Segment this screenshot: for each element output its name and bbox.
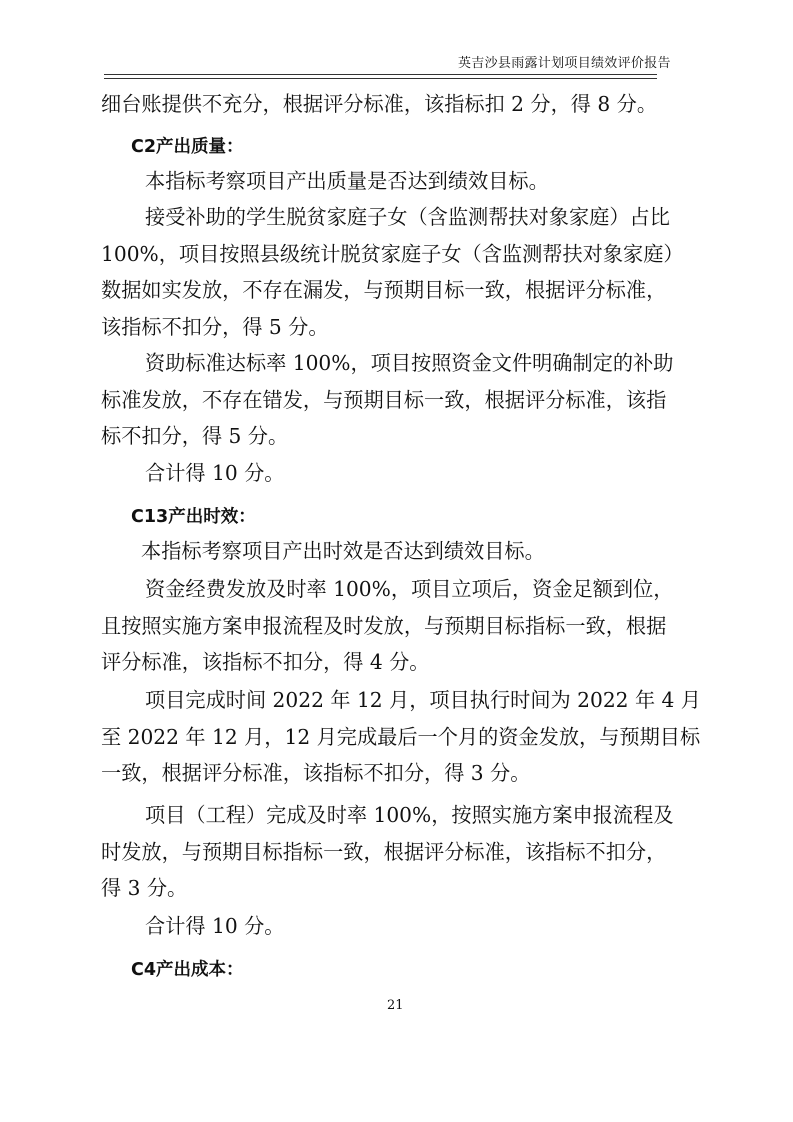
text-line: 时发放，与预期目标指标一致，根据评分标准，该指标不扣分， bbox=[101, 839, 667, 864]
header-rule-top bbox=[104, 74, 657, 75]
paragraph-c13-total bbox=[101, 908, 707, 945]
paragraph-c13-timeliness bbox=[101, 571, 707, 681]
text-line: 且按照实施方案申报流程及时发放，与预期目标指标一致，根据 bbox=[101, 613, 667, 638]
text-line: 本指标考察项目产出质量是否达到绩效目标。 bbox=[145, 169, 549, 193]
paragraph-continued bbox=[101, 86, 707, 123]
header-rule-bottom bbox=[104, 78, 657, 79]
text-line: 数据如实发放，不存在漏发，与预期目标一致，根据评分标准， bbox=[101, 278, 667, 302]
text-line: 标准发放，不存在错发，与预期目标一致，根据评分标准，该指 bbox=[101, 387, 667, 412]
document-header-title: 英吉沙县雨露计划项目绩效评价报告 bbox=[458, 56, 671, 71]
text-line: 合计得 10 分。 bbox=[145, 461, 285, 485]
text-line: 合计得 10 分。 bbox=[145, 914, 285, 938]
text-line: 资金经费发放及时率 100%，项目立项后，资金足额到位， bbox=[145, 577, 674, 601]
text-line: 接受补助的学生脱贫家庭子女（含监测帮扶对象家庭）占比 bbox=[145, 205, 670, 229]
paragraph-c13-project bbox=[101, 797, 707, 907]
text-line: 项目（工程）完成及时率 100%，按照实施方案申报流程及 bbox=[145, 803, 674, 827]
text-line: 评分标准，该指标不扣分，得 4 分。 bbox=[101, 650, 430, 674]
text-line: 细台账提供不充分，根据评分标准，该指标扣 2 分，得 8 分。 bbox=[101, 92, 658, 116]
paragraph-c2-total bbox=[101, 455, 707, 492]
text-line: 该指标不扣分，得 5 分。 bbox=[101, 314, 329, 339]
text-line: 至 2022 年 12 月，12 月完成最后一个月的资金发放，与预期目标 bbox=[101, 724, 701, 749]
text-line: 资助标准达标率 100%，项目按照资金文件明确制定的补助 bbox=[145, 351, 674, 375]
section-heading-c2: C2产出质量： bbox=[131, 137, 244, 157]
paragraph-c13-completion bbox=[101, 682, 707, 792]
section-heading-c13: C13产出时效： bbox=[131, 507, 256, 527]
paragraph-c2-intro bbox=[101, 163, 707, 200]
paragraph-c13-intro bbox=[101, 533, 707, 570]
paragraph-c2-standard bbox=[101, 345, 707, 455]
text-line: 本指标考察项目产出时效是否达到绩效目标。 bbox=[141, 539, 545, 563]
text-line: 项目完成时间 2022 年 12 月，项目执行时间为 2022 年 4 月 bbox=[145, 688, 701, 712]
section-heading-c4: C4产出成本： bbox=[131, 960, 244, 980]
paragraph-c2-coverage bbox=[101, 199, 707, 345]
text-line: 一致，根据评分标准，该指标不扣分，得 3 分。 bbox=[101, 761, 531, 785]
page-number: 21 bbox=[387, 998, 404, 1013]
text-line: 100%，项目按照县级统计脱贫家庭子女（含监测帮扶对象家庭） bbox=[101, 241, 684, 266]
text-line: 标不扣分，得 5 分。 bbox=[101, 424, 289, 448]
text-line: 得 3 分。 bbox=[101, 876, 188, 900]
